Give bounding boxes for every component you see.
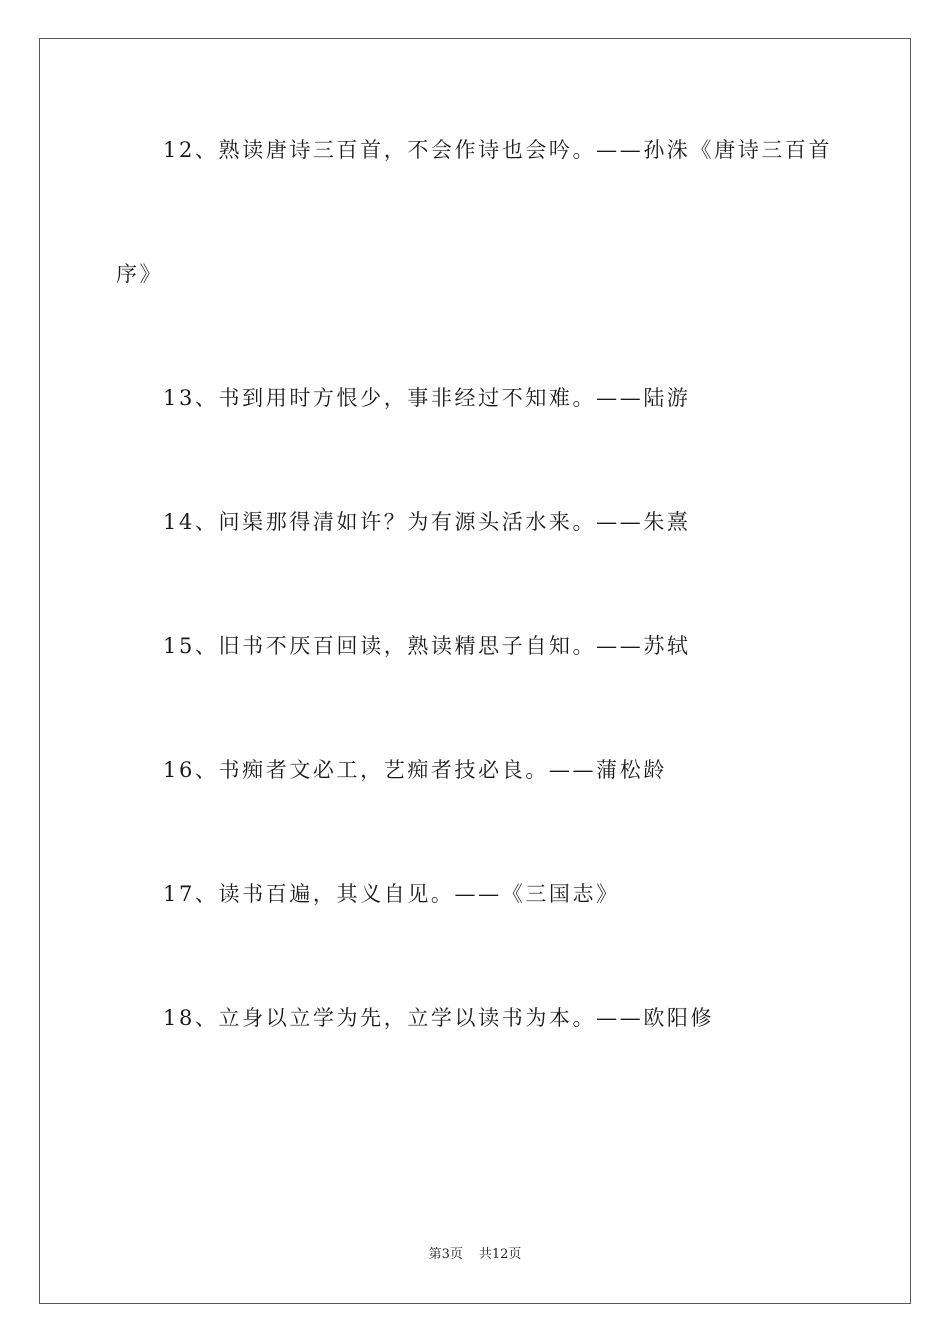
quote-17: 17、读书百遍，其义自见。——《三国志》 xyxy=(163,882,620,906)
quote-18: 18、立身以立学为先，立学以读书为本。——欧阳修 xyxy=(163,1006,715,1030)
quote-12-line-1: 12、熟读唐诗三百首，不会作诗也会吟。——孙洙《唐诗三百首 xyxy=(163,138,833,162)
quote-14: 14、问渠那得清如许？为有源头活水来。——朱熹 xyxy=(163,510,691,534)
quote-16: 16、书痴者文必工，艺痴者技必良。——蒲松龄 xyxy=(163,758,667,782)
quote-12-line-2: 序》 xyxy=(116,262,164,286)
quote-15: 15、旧书不厌百回读，熟读精思子自知。——苏轼 xyxy=(163,634,691,658)
quote-13: 13、书到用时方恨少，事非经过不知难。——陆游 xyxy=(163,386,691,410)
page-total: 共12页 xyxy=(478,1247,522,1262)
page-number: 第3页 xyxy=(428,1247,463,1262)
page-border xyxy=(39,38,911,1304)
page-footer xyxy=(0,1246,950,1264)
